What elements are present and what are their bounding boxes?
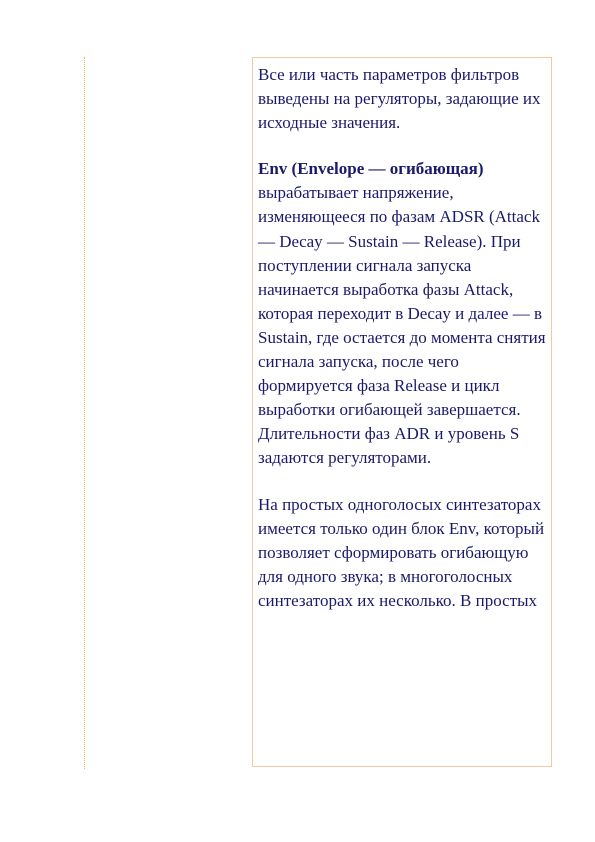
paragraph-envelope — [258, 157, 547, 470]
page-margin-line — [84, 57, 85, 769]
paragraph-filters: Все или часть параметров фильтров выведены на регуляторы, задающие их исходные значения. — [258, 65, 541, 133]
paragraph-synths: На простых одноголосых синтезаторах имеется только один блок Env, который позволяет сформировать огибающую для одного звука; в многоголосных синтезаторах их несколько. В простых — [258, 494, 545, 610]
envelope-term: Env (Envelope — огибающая) — [258, 159, 484, 179]
text-frame — [252, 57, 552, 767]
envelope-description: вырабатывает напряжение, изменяющееся по фазам ADSR (Attack — Decay — Sustain — Release). При поступлении сигнала запуска начинается выработка фазы Attack, которая переходит в Decay и далее — в Sustain, где остается до момента снятия сигнала запуска, после чего формируется фаза Release и цикл выработки огибающей завершается. Длительности фаз ADR и уровень S задаются регуляторами. — [258, 183, 546, 468]
